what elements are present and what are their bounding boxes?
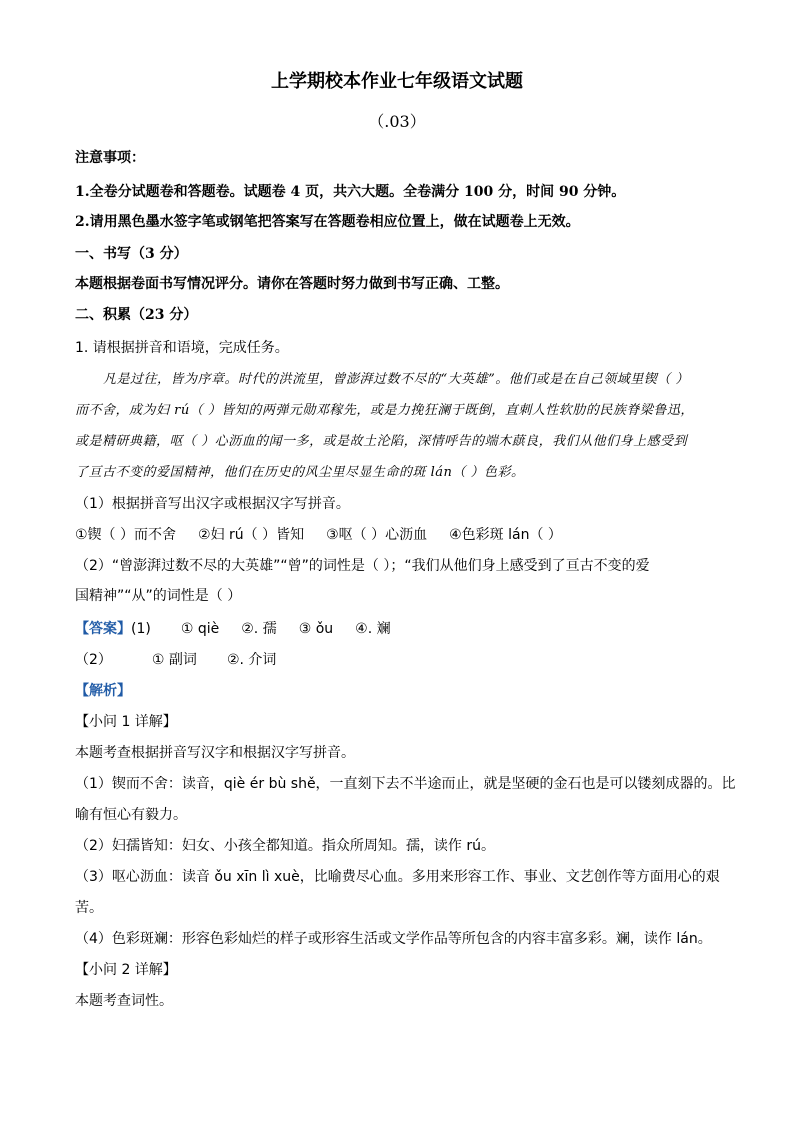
explanation-1-line-2: 喻有恒心有毅力。 — [75, 807, 187, 823]
answer-label: 【答案】 — [75, 621, 131, 637]
item-2: ②妇 rú（ ）皆知 — [198, 527, 305, 543]
answer-1-item-1: ① qiè — [180, 621, 220, 637]
notice-2: 2.请用黑色墨水签字笔或钢笔把答案写在答题卷相应位置上，做在试题卷上无效。 — [75, 214, 580, 230]
passage-line-4: 了亘古不变的爱国精神，他们在历史的风尘里尽显生命的斑 lán（ ）色彩。 — [75, 465, 525, 480]
subquestion-2-analysis-label: 【小问 2 详解】 — [75, 962, 177, 978]
subquestion-1-items — [75, 525, 562, 545]
section-2-heading: 二、积累（23 分） — [75, 307, 198, 323]
answer-row-2 — [75, 650, 276, 670]
item-4: ④色彩斑 lán（ ） — [449, 527, 562, 543]
passage-line-1: 凡是过往，皆为序章。时代的洪流里，曾澎湃过数不尽的“大英雄”。他们或是在自己领域里锲（ ） — [103, 372, 689, 387]
answer-1-item-4: ④. 斓 — [355, 621, 391, 637]
notice-1: 1.全卷分试题卷和答题卷。试题卷 4 页，共六大题。全卷满分 100 分，时间 90 分钟。 — [75, 184, 626, 200]
passage-line-2: 而不舍，成为妇 rú（ ）皆知的两弹元勋邓稼先，或是力挽狂澜于既倒，直刺人性软肋的民族脊梁鲁迅， — [75, 403, 694, 418]
answer-1-item-2: ②. 孺 — [241, 621, 277, 637]
question-1-prompt: 1. 请根据拼音和语境，完成任务。 — [75, 340, 289, 356]
subquestion-2-line-1: （2）“曾澎湃过数不尽的大英雄”“曾”的词性是（ ）；“我们从他们身上感受到了亘古不变的爱 — [75, 558, 650, 574]
item-3: ③呕（ ）心沥血 — [326, 527, 428, 543]
doc-subtitle: （.03） — [368, 112, 426, 131]
answer-2-item-1: ① 副词 — [151, 652, 197, 668]
answer-2-item-2: ②. 介词 — [226, 652, 277, 668]
answer-row-1 — [75, 619, 391, 639]
doc-title: 上学期校本作业七年级语文试题 — [271, 71, 523, 92]
explanation-4: （4）色彩斑斓：形容色彩灿烂的样子或形容生活或文学作品等所包含的内容丰富多彩。斓，读作 lán。 — [75, 931, 712, 947]
subquestion-2-analysis-intro: 本题考查词性。 — [75, 993, 173, 1009]
subquestion-2-line-2: 国精神”“从”的词性是（ ） — [75, 588, 242, 604]
subquestion-1-analysis-intro: 本题考查根据拼音写汉字和根据汉字写拼音。 — [75, 745, 355, 761]
answer-2-number: （2） — [75, 652, 112, 668]
explanation-2: （2）妇孺皆知：妇女、小孩全都知道。指众所周知。孺，读作 rú。 — [75, 838, 495, 854]
answer-1-number: (1) — [131, 621, 151, 637]
notice-heading: 注意事项： — [75, 150, 145, 166]
section-1-heading: 一、书写（3 分） — [75, 246, 188, 262]
subquestion-1-analysis-label: 【小问 1 详解】 — [75, 714, 177, 730]
subquestion-1: （1）根据拼音写出汉字或根据汉字写拼音。 — [75, 496, 350, 512]
explanation-1-line-1: （1）锲而不舍：读音，qiè ér bù shě，一直刻下去不半途而止，就是坚硬的金石也是可以镂刻成器的。比 — [75, 776, 736, 792]
analysis-label: 【解析】 — [75, 683, 131, 699]
explanation-3-line-2: 苦。 — [75, 900, 103, 916]
item-1: ①锲（ ）而不舍 — [75, 527, 177, 543]
explanation-3-line-1: （3）呕心沥血：读音 ǒu xīn lì xuè，比喻费尽心血。多用来形容工作、事业、文艺创作等方面用心的艰 — [75, 869, 720, 885]
answer-1-item-3: ③ ǒu — [298, 621, 334, 637]
section-1-text: 本题根据卷面书写情况评分。请你在答题时努力做到书写正确、工整。 — [75, 276, 509, 292]
passage-line-3: 或是精研典籍，呕（ ）心沥血的闻一多，或是故土沦陷，深情呼告的端木蕻良，我们从他们身上感受到 — [75, 434, 688, 449]
